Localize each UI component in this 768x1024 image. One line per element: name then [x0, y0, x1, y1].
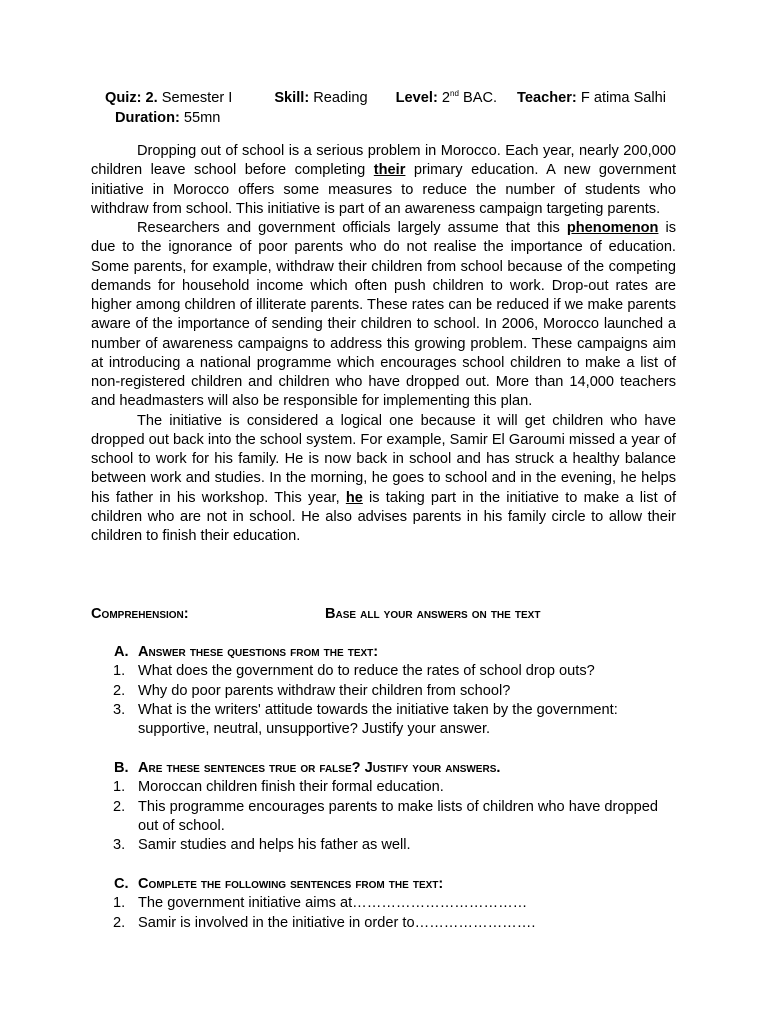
section-a	[91, 643, 677, 739]
teacher-label: Teacher:	[517, 89, 577, 106]
comprehension-instruction: Base all your answers on the text	[325, 606, 541, 622]
keyword-their: their	[373, 162, 406, 179]
passage-paragraph: Researchers and government officials largely assume that this phenomenon is due to the ignorance of poor parents who do not realise the importance of education. Some parents, for example, withdraw their children from school because of the competing demands for household income which often push children to work. Drop-out rates are higher among children of illiterate parents. These rates can be reduced if we make parents aware of the importance of sending their children to school. In 2006, Morocco launched a number of awareness campaigns to address this growing problem. These campaigns aim at introducing a national programme which encourages school children to make a list of non-registered children and children who have dropped out. More than 14,000 teachers and headmasters will also be responsible for implementing this plan.	[91, 220, 677, 410]
quiz-label: Quiz: 2.	[105, 89, 158, 106]
section-letter: B.	[114, 760, 129, 776]
completion-list	[91, 894, 677, 933]
keyword-phenomenon: phenomenon	[566, 220, 659, 236]
skill-label: Skill:	[274, 89, 310, 106]
question-list	[91, 662, 677, 739]
comprehension-label: Comprehension:	[91, 606, 189, 622]
list-item: 3. Samir studies and helps his father as well.	[113, 837, 411, 854]
section-letter: C.	[114, 876, 129, 892]
section-letter: A.	[114, 644, 129, 660]
list-item: 2. Why do poor parents withdraw their children from school?	[113, 682, 511, 699]
passage-paragraph: Dropping out of school is a serious problem in Morocco. Each year, nearly 200,000 children leave school before completing their primary education. A new government initiative in Morocco offers some measures to reduce the number of students who withdraw from school. This initiative is part of an awareness campaign targeting parents.	[91, 143, 676, 217]
quiz-header	[91, 84, 677, 128]
section-title: A. Answer these questions from the text:	[91, 643, 677, 662]
list-item: 2. Samir is involved in the initiative in order to…………………….	[113, 914, 536, 931]
list-item: 3. What is the writers' attitude towards the initiative taken by the government: supportive, neutral, unsupportive? Justify your answer.	[113, 701, 618, 738]
statement-list	[91, 778, 677, 855]
reading-passage	[91, 142, 676, 546]
skill-value: Reading	[313, 89, 368, 106]
list-item: 1. What does the government do to reduce the rates of school drop outs?	[113, 663, 595, 680]
level-label: Level:	[395, 89, 438, 106]
teacher-value: F atima Salhi	[580, 89, 667, 106]
section-title: B. Are these sentences true or false? Justify your answers.	[91, 759, 677, 778]
section-b	[91, 759, 677, 855]
duration-label: Duration:	[115, 109, 180, 126]
comprehension-heading	[91, 604, 677, 624]
duration-value: 55mn	[183, 109, 221, 126]
level-value: 2nd BAC.	[441, 89, 498, 106]
list-item: 1. Moroccan children finish their formal education.	[113, 779, 444, 796]
list-item: 2. This programme encourages parents to make lists of children who have dropped out of school.	[113, 798, 658, 834]
passage-paragraph: The initiative is considered a logical one because it will get children who have dropped out back into the school system. For example, Samir El Garoumi missed a year of school to work for his family. He is now back in school and has struck a healthy balance between work and studies. In the morning, he goes to school and in the evening, he helps his father in his workshop. This year, he is taking part in the initiative to make a list of children who are not in school. He also advises parents in his family circle to allow their children to finish their education.	[91, 412, 676, 544]
list-item: 1. The government initiative aims at………………………………	[113, 895, 528, 912]
quiz-value: Semester I	[161, 89, 233, 106]
keyword-he: he	[345, 489, 363, 506]
section-title: C. Complete the following sentences from the text:	[91, 875, 677, 894]
section-c	[91, 875, 677, 933]
